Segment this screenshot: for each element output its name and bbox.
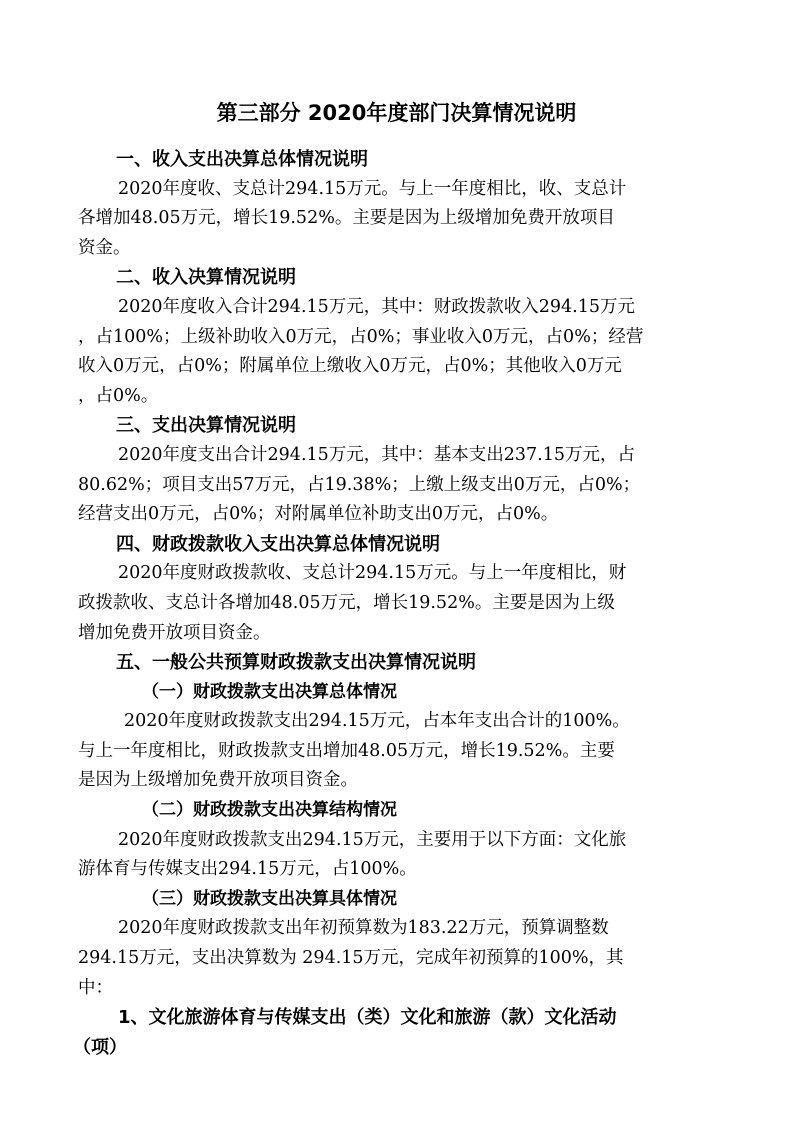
- item-heading: （项）: [73, 1036, 127, 1058]
- paragraph-line: 经营支出0万元，占0%；对附属单位补助支出0万元，占0%。: [78, 504, 559, 525]
- section-heading: 五、一般公共预算财政拨款支出决算情况说明: [116, 652, 476, 674]
- section-heading: 四、财政拨款收入支出决算总体情况说明: [116, 533, 440, 555]
- document-body: [73, 145, 718, 1062]
- paragraph-line: 2020年度财政拨款支出年初预算数为183.22万元，预算调整数: [118, 918, 609, 939]
- paragraph-line: 2020年度财政拨款支出294.15万元，主要用于以下方面：文化旅: [118, 829, 627, 850]
- subsection-heading: （三）财政拨款支出决算具体情况: [142, 888, 397, 909]
- paragraph-line: 与上一年度相比，财政拨款支出增加48.05万元，增长19.52%。主要: [78, 740, 615, 761]
- paragraph-line: 资金。: [78, 237, 131, 258]
- paragraph-line: 2020年度收、支总计294.15万元。与上一年度相比，收、支总计: [118, 178, 627, 199]
- paragraph-line: 是因为上级增加免费开放项目资金。: [78, 770, 358, 791]
- paragraph-line: 收入0万元，占0%；附属单位上缴收入0万元，占0%；其他收入0万元: [78, 356, 622, 377]
- section-heading: 一、收入支出决算总体情况说明: [116, 149, 368, 170]
- paragraph-line: 政拨款收、支总计各增加48.05万元，增长19.52%。主要是因为上级: [78, 592, 615, 613]
- paragraph-line: 2020年度财政拨款支出294.15万元，占本年支出合计的100%。: [124, 711, 630, 732]
- paragraph-line: 80.62%；项目支出57万元，占19.38%；上缴上级支出0万元，占0%；: [78, 474, 641, 495]
- paragraph-line: 中：: [78, 977, 113, 998]
- section-heading: 三、支出决算情况说明: [116, 415, 296, 437]
- paragraph-line: 2020年度支出合计294.15万元，其中：基本支出237.15万元，占: [118, 444, 636, 465]
- section-heading: 二、收入决算情况说明: [116, 267, 296, 289]
- paragraph-line: 2020年度财政拨款收、支总计294.15万元。与上一年度相比，财: [118, 563, 627, 584]
- paragraph-line: 各增加48.05万元，增长19.52%。主要是因为上级增加免费开放项目: [78, 208, 615, 229]
- paragraph-line: 增加免费开放项目资金。: [78, 622, 271, 643]
- subsection-heading: （二）财政拨款支出决算结构情况: [142, 800, 397, 821]
- paragraph-line: 294.15万元，支出决算数为 294.15万元，完成年初预算的100%，其: [78, 948, 624, 969]
- paragraph-line: ，占100%；上级补助收入0万元，占0%；事业收入0万元，占0%；经营: [78, 326, 644, 347]
- subsection-heading: （一）财政拨款支出决算总体情况: [142, 681, 397, 702]
- item-heading: 1、文化旅游体育与传媒支出（类）文化和旅游（款）文化活动: [118, 1007, 617, 1029]
- page-title: 第三部分 2020年度部门决算情况说明: [216, 101, 577, 125]
- paragraph-line: 2020年度收入合计294.15万元，其中：财政拨款收入294.15万元: [118, 296, 636, 317]
- paragraph-line: ，占0%。: [78, 385, 159, 406]
- paragraph-line: 游体育与传媒支出294.15万元，占100%。: [78, 859, 417, 880]
